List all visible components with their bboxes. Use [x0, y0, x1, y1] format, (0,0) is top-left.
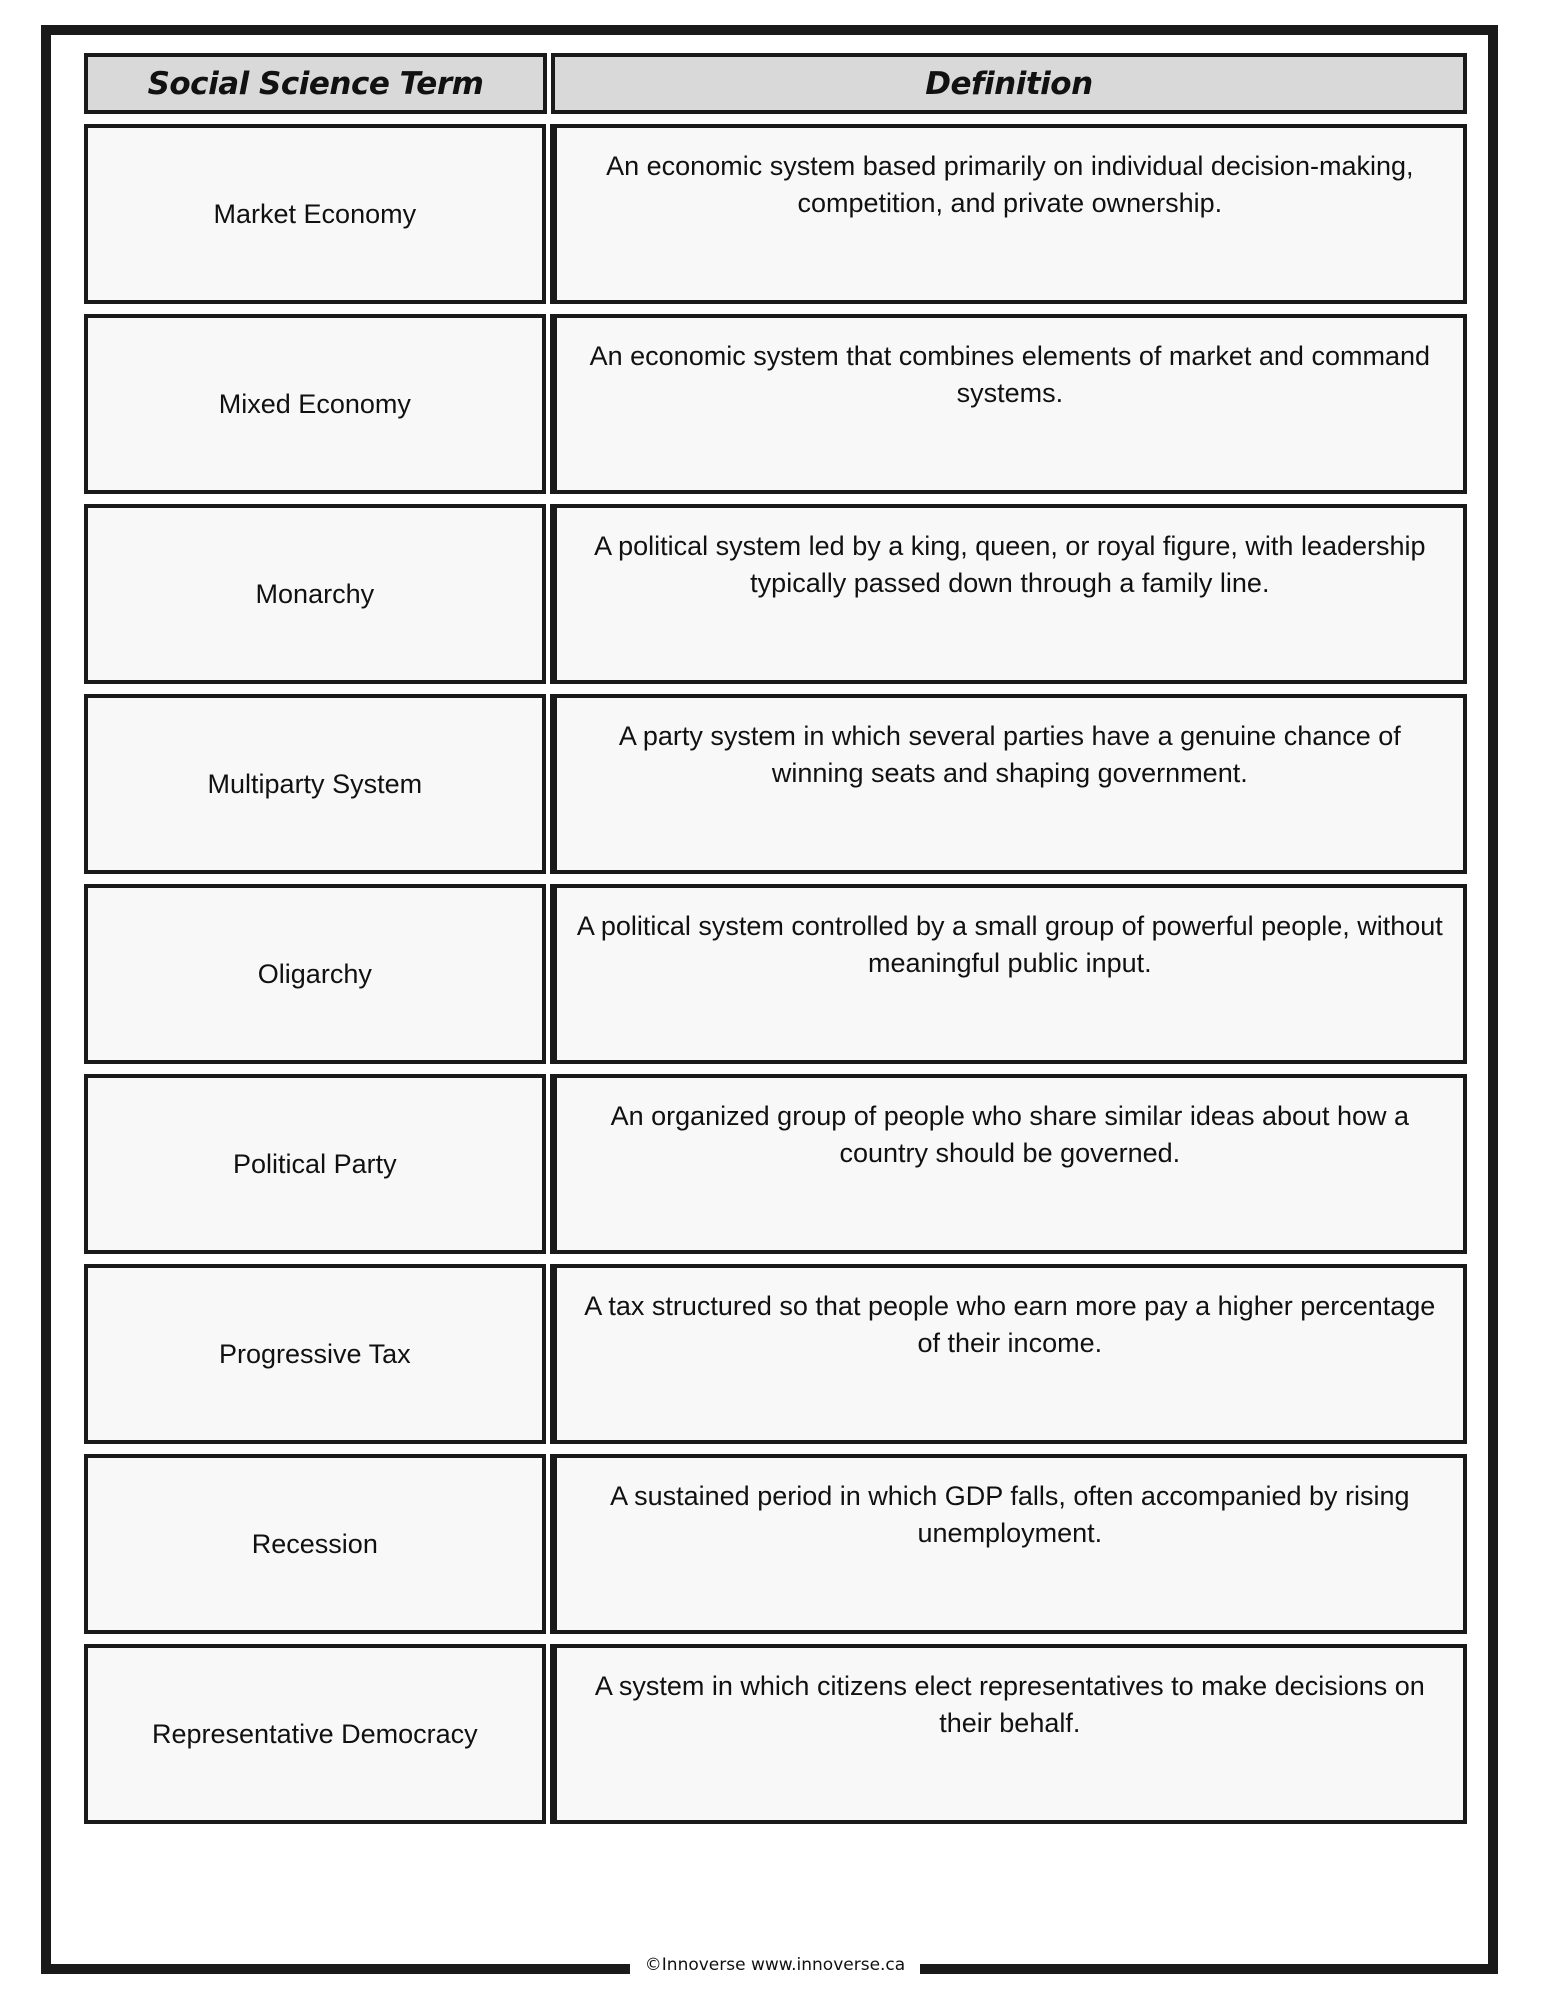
table-row: [84, 884, 1467, 1064]
term-cell: Representative Democracy: [84, 1644, 546, 1824]
table-header: [84, 53, 1467, 114]
table-row: [84, 694, 1467, 874]
table-row: [84, 1074, 1467, 1254]
definition-cell: A sustained period in which GDP falls, often accompanied by rising unemployment.: [550, 1454, 1467, 1634]
table-row: [84, 314, 1467, 494]
footer-credit: ©Innoverse www.innoverse.ca: [630, 1951, 920, 1979]
table-row: [84, 1454, 1467, 1634]
definition-cell: An economic system that combines elements of market and command systems.: [550, 314, 1467, 494]
table-row: [84, 1264, 1467, 1444]
definition-cell: An economic system based primarily on individual decision-making, competition, and private ownership.: [550, 124, 1467, 304]
definition-cell: A political system led by a king, queen, or royal figure, with leadership typically passed down through a family line.: [550, 504, 1467, 684]
definition-cell: A party system in which several parties have a genuine chance of winning seats and shaping government.: [550, 694, 1467, 874]
definition-cell: A system in which citizens elect representatives to make decisions on their behalf.: [550, 1644, 1467, 1824]
term-cell: Oligarchy: [84, 884, 546, 1064]
definition-cell: A tax structured so that people who earn more pay a higher percentage of their income.: [550, 1264, 1467, 1444]
header-term: Social Science Term: [84, 53, 547, 114]
table-row: [84, 504, 1467, 684]
term-cell: Monarchy: [84, 504, 546, 684]
definition-cell: A political system controlled by a small group of powerful people, without meaningful public input.: [550, 884, 1467, 1064]
term-cell: Market Economy: [84, 124, 546, 304]
term-cell: Multiparty System: [84, 694, 546, 874]
term-cell: Progressive Tax: [84, 1264, 546, 1444]
definition-cell: An organized group of people who share similar ideas about how a country should be governed.: [550, 1074, 1467, 1254]
header-definition: Definition: [551, 53, 1467, 114]
term-cell: Mixed Economy: [84, 314, 546, 494]
table-row: [84, 1644, 1467, 1824]
table-row: [84, 124, 1467, 304]
term-cell: Recession: [84, 1454, 546, 1634]
term-cell: Political Party: [84, 1074, 546, 1254]
